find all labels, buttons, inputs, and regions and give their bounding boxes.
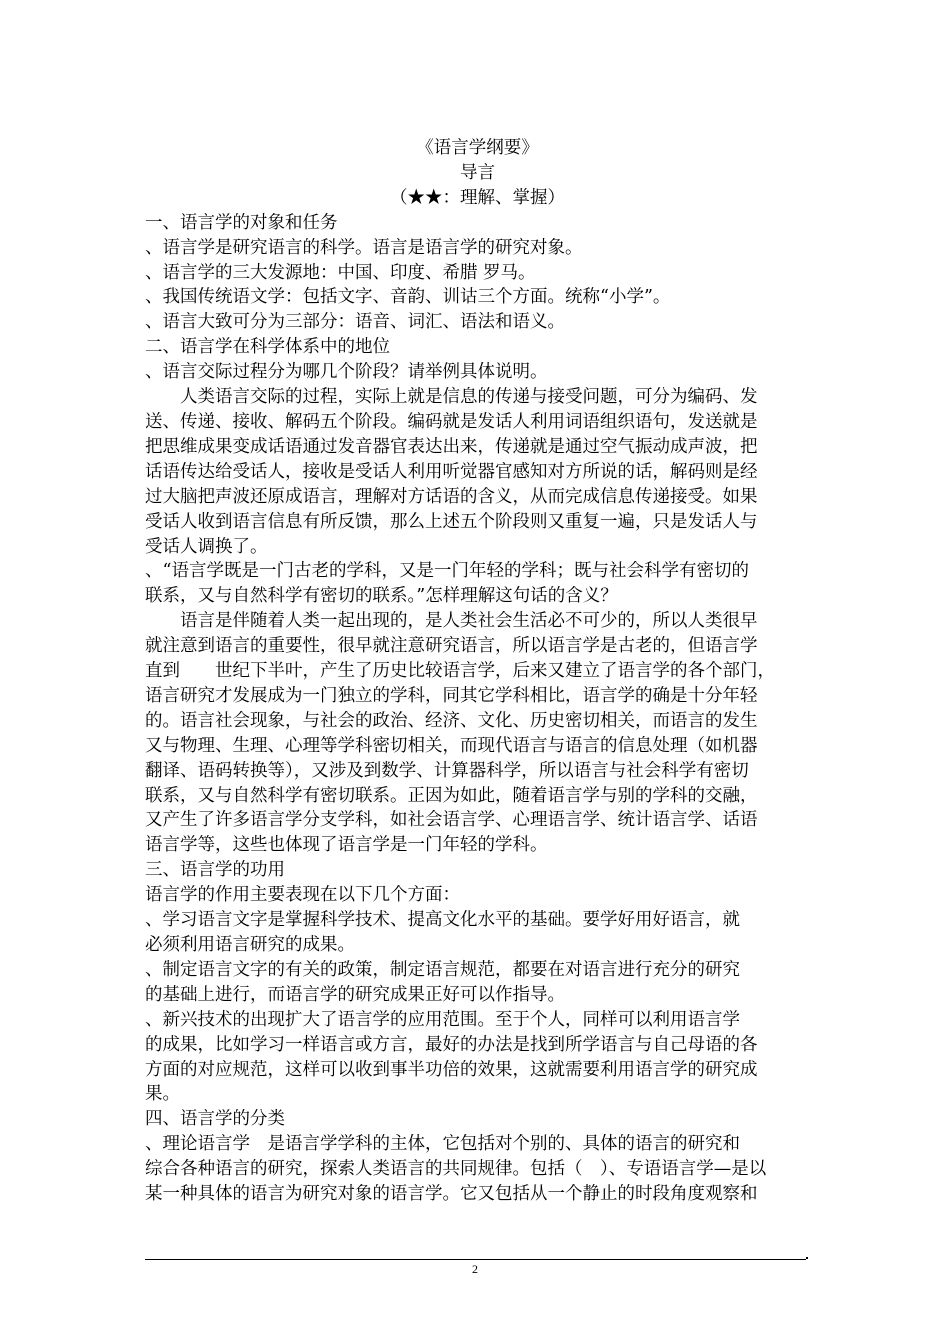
text-line: 一、语言学的对象和任务 <box>145 212 338 233</box>
text-line: 又与物理、生理、心理等学科密切相关，而现代语言与语言的信息处理（如机器 <box>145 735 758 756</box>
text-line: 联系，又与自然科学有密切的联系。”怎样理解这句话的含义？ <box>145 586 618 607</box>
text-line: 综合各种语言的研究，探索人类语言的共同规律。包括（ ）、专语语言学—是以 <box>145 1159 767 1180</box>
text-line: 又产生了许多语言学分支学科，如社会语言学、心理语言学、统计语言学、话语 <box>145 810 758 831</box>
text-line: 翻译、语码转换等），又涉及到数学、计算器科学，所以语言与社会科学有密切 <box>145 760 749 781</box>
footer-divider <box>145 1259 806 1260</box>
text-line: 把思维成果变成话语通过发音器官表达出来，传递就是通过空气振动成声波，把 <box>145 436 758 457</box>
text-line: 的基础上进行，而语言学的研究成果正好可以作指导。 <box>145 984 565 1005</box>
text-line: 、新兴技术的出现扩大了语言学的应用范围。至于个人，同样可以利用语言学 <box>145 1009 740 1030</box>
text-line: 受话人收到语言信息有所反馈，那么上述五个阶段则又重复一遍，只是发话人与 <box>145 511 758 532</box>
text-line: 语言研究才发展成为一门独立的学科，同其它学科相比，语言学的确是十分年轻 <box>145 685 758 706</box>
footer-divider-end <box>806 1257 808 1259</box>
document-body <box>145 136 810 1207</box>
text-lines <box>145 211 810 1207</box>
text-line: 、语言学是研究语言的科学。语言是语言学的研究对象。 <box>145 237 583 258</box>
text-line: 话语传达给受话人，接收是受话人利用听觉器官感知对方所说的话，解码则是经 <box>145 461 758 482</box>
text-line: 、理论语言学 是语言学学科的主体，它包括对个别的、具体的语言的研究和 <box>145 1134 740 1155</box>
text-line: 送、传递、接收、解码五个阶段。编码就是发话人利用词语组织语句，发送就是 <box>145 411 758 432</box>
section-heading: 导言 <box>460 162 495 183</box>
text-line: 的成果，比如学习一样语言或方言，最好的办法是找到所学语言与自己母语的各 <box>145 1034 758 1055</box>
text-line: 二、语言学在科学体系中的地位 <box>145 337 390 358</box>
text-line: 、制定语言文字的有关的政策，制定语言规范，都要在对语言进行充分的研究 <box>145 959 740 980</box>
text-line: 语言学的作用主要表现在以下几个方面： <box>145 885 460 906</box>
text-line: 人类语言交际的过程，实际上就是信息的传递与接受问题，可分为编码、发 <box>180 387 758 408</box>
text-line: 四、语言学的分类 <box>145 1109 285 1130</box>
text-line: 必须利用语言研究的成果。 <box>145 935 355 955</box>
text-line: 联系，又与自然科学有密切联系。正因为如此，随着语言学与别的学科的交融， <box>145 785 758 806</box>
text-line: 、语言大致可分为三部分：语音、词汇、语法和语义。 <box>145 312 565 333</box>
text-line: 、语言交际过程分为哪几个阶段？请举例具体说明。 <box>145 362 548 383</box>
text-line: 直到 世纪下半叶，产生了历史比较语言学，后来又建立了语言学的各个部门， <box>145 661 775 682</box>
text-line: 、“语言学既是一门古老的学科，又是一门年轻的学科；既与社会科学有密切的 <box>145 561 749 582</box>
text-line: 语言学等，这些也体现了语言学是一门年轻的学科。 <box>145 835 548 856</box>
text-line: 方面的对应规范，这样可以收到事半功倍的效果，这就需要利用语言学的研究成 <box>145 1059 758 1080</box>
text-line: 果。 <box>145 1084 180 1105</box>
text-line: 语言是伴随着人类一起出现的，是人类社会生活必不可少的，所以人类很早 <box>180 611 758 632</box>
page-number: 2 <box>472 1262 478 1276</box>
text-line: 、语言学的三大发源地：中国、印度、希腊 罗马。 <box>145 262 536 283</box>
text-line: 的。语言社会现象，与社会的政治、经济、文化、历史密切相关，而语言的发生 <box>145 710 758 731</box>
text-line: 某一种具体的语言为研究对象的语言学。它又包括从一个静止的时段角度观察和 <box>145 1184 758 1205</box>
document-title: 《语言学纲要》 <box>416 138 539 158</box>
text-line: 、学习语言文字是掌握科学技术、提高文化水平的基础。要学好用好语言，就 <box>145 910 740 931</box>
text-line: 就注意到语言的重要性，很早就注意研究语言，所以语言学是古老的，但语言学 <box>145 636 758 657</box>
importance-note: （★★：理解、掌握） <box>390 187 565 208</box>
text-line: 受话人调换了。 <box>145 536 268 557</box>
text-line: 过大脑把声波还原成语言，理解对方话语的含义，从而完成信息传递接受。如果 <box>145 486 758 507</box>
text-line: 、我国传统语文学：包括文字、音韵、训诂三个方面。统称“小学”。 <box>145 287 671 308</box>
text-line: 三、语言学的功用 <box>145 860 285 881</box>
